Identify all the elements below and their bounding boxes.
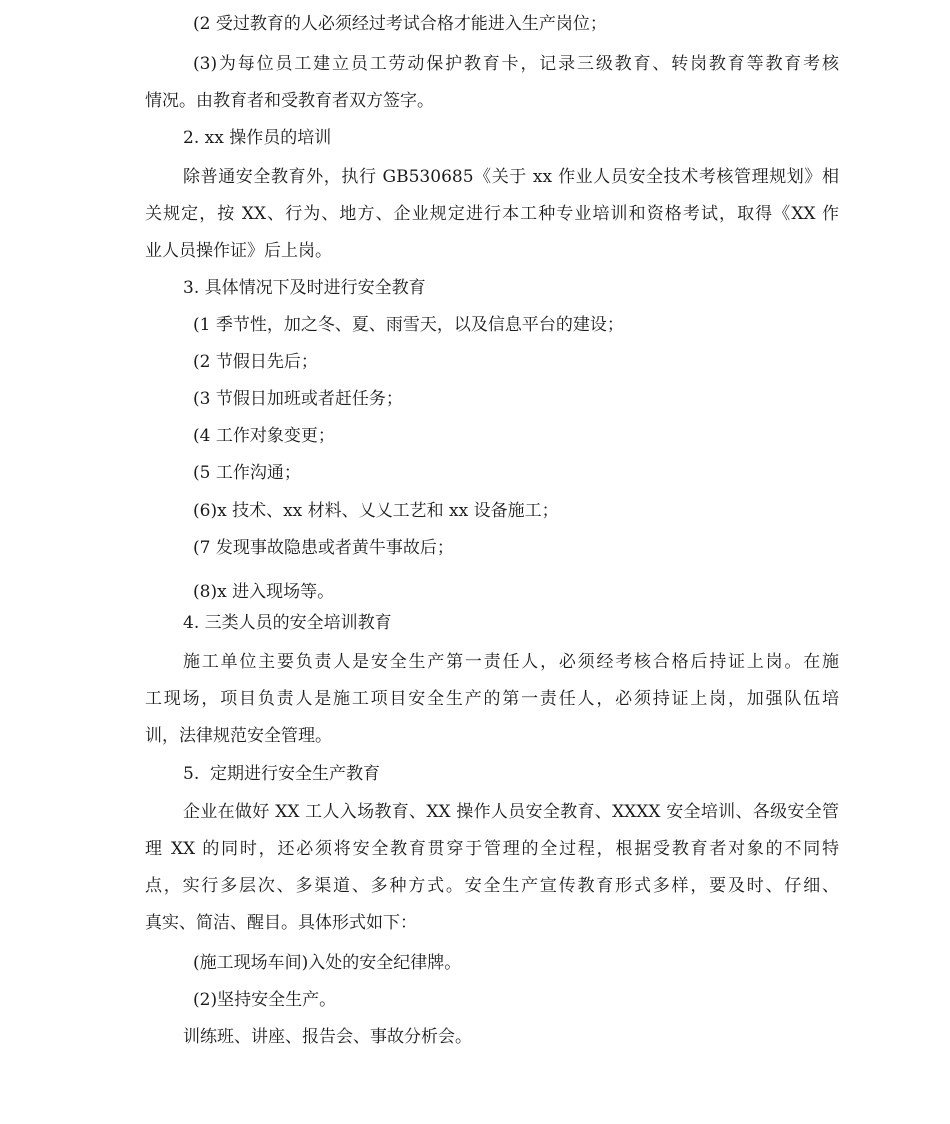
list-item: (7 发现事故隐患或者黄牛事故后；: [193, 538, 454, 558]
list-item: (3 节假日加班或者赶任务；: [193, 389, 403, 409]
section-heading: 2. xx 操作员的培训: [183, 128, 332, 148]
paragraph-line: 企业在做好 XX 工人入场教育、XX 操作人员安全教育、XXXX 安全培训、各级安全管: [183, 802, 839, 822]
list-item: (施工现场车间)入处的安全纪律牌。: [193, 953, 462, 973]
paragraph-line: 真实、简洁、醒目。具体形式如下：: [145, 913, 417, 933]
paragraph-line: 训练班、讲座、报告会、事故分析会。: [183, 1027, 472, 1047]
paragraph-line: 理 XX 的同时，还必须将安全教育贯穿于管理的全过程，根据受教育者对象的不同特: [145, 839, 839, 859]
list-item: (5 工作沟通；: [193, 463, 301, 483]
paragraph-line: 训，法律规范安全管理。: [145, 726, 332, 746]
section-heading: 3. 具体情况下及时进行安全教育: [183, 278, 426, 298]
list-item: (2)坚持安全生产。: [193, 990, 337, 1010]
list-item: (6)x 技术、xx 材料、乂乂工艺和 xx 设备施工；: [193, 501, 559, 521]
list-item: (3)为每位员工建立员工劳动保护教育卡，记录三级教育、转岗教育等教育考核: [193, 54, 839, 74]
section-heading: 5. 定期进行安全生产教育: [183, 764, 381, 784]
paragraph-line: 关规定，按 XX、行为、地方、企业规定进行本工种专业培训和资格考试，取得《XX 作: [145, 204, 839, 224]
paragraph-line: 施工单位主要负责人是安全生产第一责任人，必须经考核合格后持证上岗。在施: [183, 652, 839, 672]
paragraph-line: 点，实行多层次、多渠道、多种方式。安全生产宣传教育形式多样，要及时、仔细、: [145, 876, 839, 896]
paragraph-line: 工现场，项目负责人是施工项目安全生产的第一责任人，必须持证上岗，加强队伍培: [145, 689, 839, 709]
list-item: (2 节假日先后；: [193, 352, 318, 372]
list-item: (8)x 进入现场等。: [193, 582, 335, 602]
list-item: (2 受过教育的人必须经过考试合格才能进入生产岗位；: [193, 14, 607, 34]
paragraph-line: 除普通安全教育外，执行 GB530685《关于 xx 作业人员安全技术考核管理规划》相: [183, 167, 839, 187]
section-heading: 4. 三类人员的安全培训教育: [183, 613, 392, 633]
paragraph-line: 业人员操作证》后上岗。: [145, 241, 332, 261]
paragraph-line: 情况。由教育者和受教育者双方签字。: [145, 91, 434, 111]
list-item: (1 季节性，加之冬、夏、雨雪天，以及信息平台的建设；: [193, 315, 624, 335]
list-item: (4 工作对象变更；: [193, 426, 335, 446]
